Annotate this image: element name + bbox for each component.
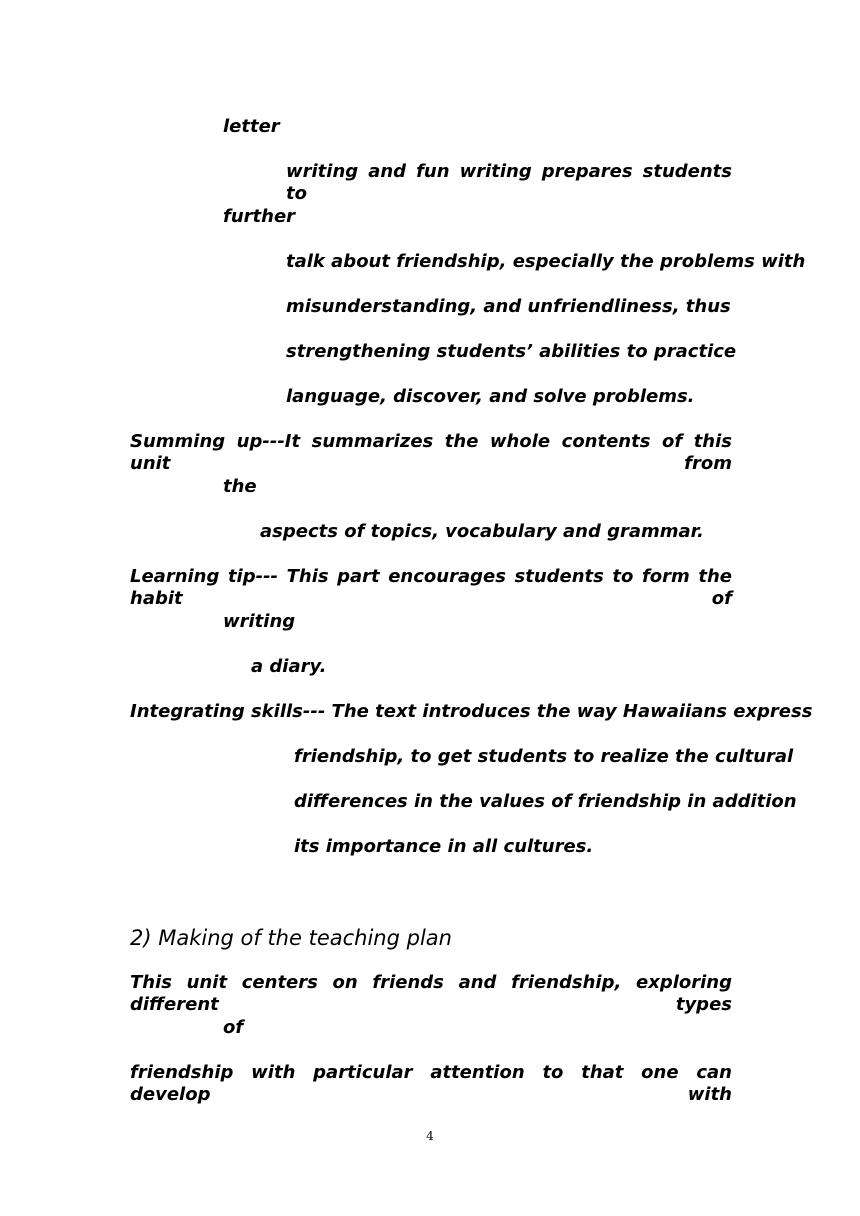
page-number: 4: [426, 1129, 434, 1143]
text-line: aspects of topics, vocabulary and grammar.: [260, 521, 704, 542]
text-line: writing: [223, 611, 296, 632]
text-line: This unit centers on friends and friendship, exploring different types: [130, 972, 732, 1015]
text-line: its importance in all cultures.: [294, 836, 594, 857]
text-line: strengthening students’ abilities to practice: [286, 341, 737, 362]
text-line: Summing up---It summarizes the whole contents of this unit from: [130, 431, 732, 474]
text-line: differences in the values of friendship in addition: [294, 791, 797, 812]
text-line: the: [223, 476, 257, 497]
text-line: talk about friendship, especially the problems with: [286, 251, 806, 272]
text-line: Integrating skills--- The text introduces the way Hawaiians express: [130, 701, 813, 722]
text-line: further: [223, 206, 296, 227]
text-line: a diary.: [251, 656, 327, 677]
text-line: friendship, to get students to realize the cultural: [294, 746, 794, 767]
text-line: of: [223, 1017, 244, 1038]
text-line: letter: [223, 116, 280, 137]
text-line: misunderstanding, and unfriendliness, thus: [286, 296, 731, 317]
text-line: writing and fun writing prepares students to: [286, 161, 732, 204]
text-line: friendship with particular attention to that one can develop with: [130, 1062, 732, 1105]
text-line: language, discover, and solve problems.: [286, 386, 695, 407]
section-heading: 2) Making of the teaching plan: [130, 926, 452, 950]
text-line: Learning tip--- This part encourages students to form the habit of: [130, 566, 732, 609]
